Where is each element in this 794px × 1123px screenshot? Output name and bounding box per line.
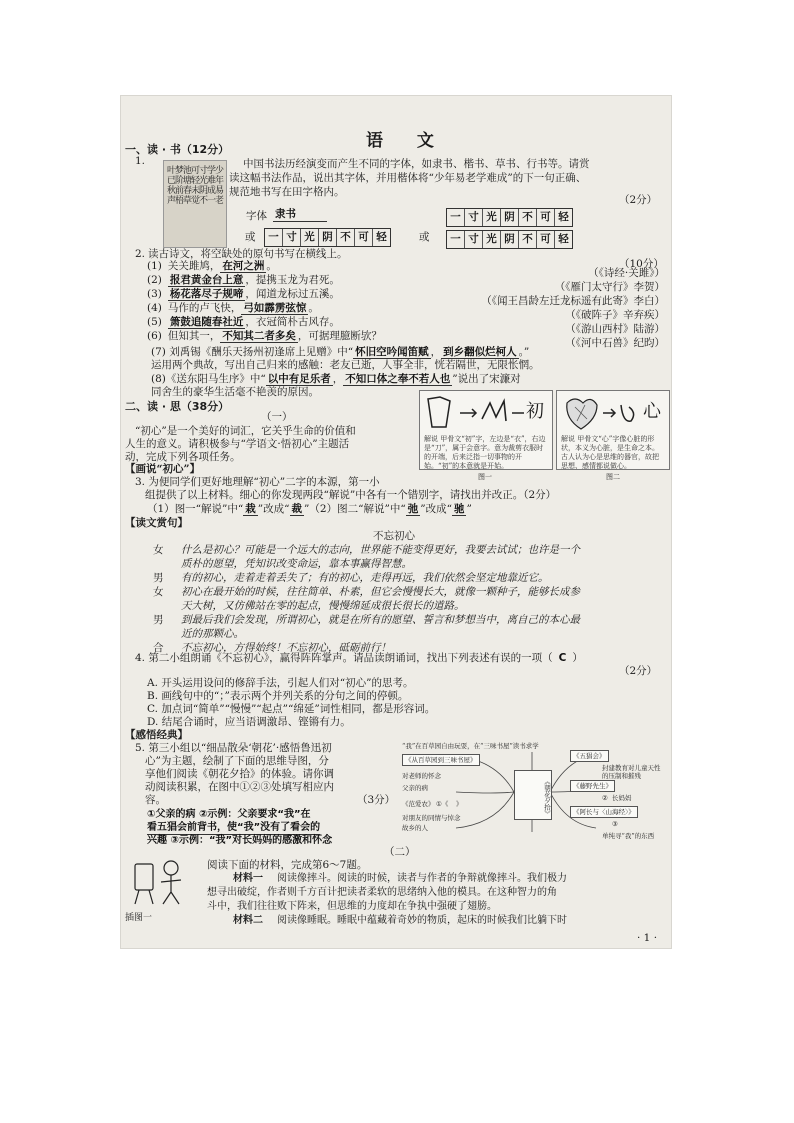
q2-item-number: (6) (147, 330, 162, 342)
q2-points: （10分） (619, 258, 664, 270)
q1-number: 1. (135, 155, 146, 167)
calligraphy-column: 池塘春草 (181, 165, 191, 205)
grid-char: 不 (337, 229, 355, 246)
dialog-line-cont: 质朴的愿望，凭知识改变命运，靠本事赢得智慧。 (181, 558, 412, 570)
dialog-speaker: 男 (153, 614, 164, 626)
fig2-note: 解说 甲骨文“心”字像心脏的形状，本义为心脏，是生命之本。古人认为心是思维的器官，故把思想、感情都说做心。 (561, 435, 659, 470)
mind-node: 单纯寻“我”的东西 (602, 832, 655, 840)
part-2-label: （二） (384, 846, 416, 858)
q2-text: 读古诗文，将空缺处的原句书写在横线上。 (148, 248, 348, 260)
material-2-label: 材料二 (233, 915, 263, 926)
fig1-caption: 图一 (478, 473, 492, 481)
q5-line: 心”为主题，绘制了下面的思维导图，分 (145, 755, 329, 767)
q2-8-prefix: (8)《送东阳马生序》中“ (151, 373, 266, 385)
fig2-char: 心 (643, 401, 661, 422)
grid-char: 寸 (465, 231, 483, 248)
dialog-speaker: 女 (153, 586, 164, 598)
q2-item-source: （《游山西村》陆游） (565, 323, 665, 335)
poem-title: 不忘初心 (373, 530, 415, 542)
grid-char: 光 (483, 209, 501, 226)
q3-wrong-2: 弛 (407, 503, 419, 515)
page-number: · 1 · (637, 932, 658, 944)
illustration-caption: 插图一 (125, 913, 153, 923)
q2-8-line2: 同舍生的豪华生活毫不艳羡的原因。 (151, 386, 319, 398)
q2-item-source: （《闻王昌龄左迁龙标遥有此寄》李白） (481, 295, 665, 307)
intro-line: 人生的意义。请积极参与“学语文·悟初心”主题活 (125, 438, 350, 450)
q1-text-line: 读这幅书法作品，说出其字体，并用楷体将“少年易老学难成”的下一句正确、 (229, 172, 587, 184)
material-1-label: 材料一 (233, 873, 263, 884)
mind-node: “我”在百草园自由玩耍，在“三味书屋”读书求学 (402, 742, 539, 750)
mind-node: 《范爱农》 (402, 800, 435, 808)
q2-8-answer-1: 以中有足乐者 (267, 373, 331, 385)
q4-option-a: A. 开头运用设问的修辞手法，引起人们对“初心”的思考。 (147, 677, 414, 689)
q2-item-suffix: ，闻道龙标过五溪。 (245, 288, 340, 300)
q2-item-prefix: 马作的卢飞快， (167, 302, 242, 314)
q2-item (147, 288, 340, 301)
q2-item-prefix: 但知其一， (167, 330, 221, 342)
figure-2 (556, 390, 670, 470)
q2-item-suffix: ，衣冠简朴古风存。 (245, 316, 340, 328)
q1-points: （2分） (619, 194, 658, 206)
writing-grid-2 (264, 228, 391, 247)
q3-text: 图一“解说”中“ (174, 503, 244, 515)
mind-node: ② (602, 794, 608, 802)
section-1-header: 一、读 · 书（12分） (125, 143, 230, 156)
q2-item-number: (1) (147, 260, 162, 272)
q2-item (147, 274, 340, 287)
calligraphy-image (163, 160, 227, 248)
figure-1 (419, 390, 553, 470)
q2-item-source: （《河中石兽》纪昀） (565, 337, 665, 349)
dialog-line: 到最后我们会发现，所谓初心，就是在所有的愿望、誓言和梦想当中，离自己的本心最 (181, 614, 580, 626)
q2-7-comma: ， (430, 346, 442, 358)
q3-right-2: 驰 (453, 503, 465, 515)
q2-item-answer: 箫鼓追随春社近 (169, 316, 244, 328)
intro-2: 阅读下面的材料，完成第6～7题。 (207, 859, 368, 871)
calligraphy-column: 少年易老 (213, 165, 223, 205)
fig1-note: 解说 甲骨文“初”字，左边是“衣”，右边是“刀”，属于会意字。意为裁剪衣服时的开端，后来泛指一切事物的开始。“初”的本意就是开始。 (424, 435, 546, 470)
grid-char: 阴 (501, 231, 519, 248)
grid-char: 寸 (465, 209, 483, 226)
q2-7-prefix: (7) 刘禹锡《酬乐天扬州初逢席上见赠》中“ (151, 346, 354, 358)
dialog-speaker: 合 (153, 642, 164, 654)
q2-item-source: （《诗经·关雎》） (588, 267, 665, 279)
q5-answer-line: 看五猖会前背书，使“我”没有了看会的 (147, 822, 321, 833)
q2-item (147, 260, 277, 273)
mind-node: 对朋友的同情与悼念 (402, 814, 461, 822)
calligraphy-column: 叶已秋声 (165, 165, 175, 205)
q4-option-c: C. 加点词“简单”“慢慢”“起点”“绵延”词性相同，都是形容词。 (147, 703, 436, 715)
q2-item-suffix: 。 (266, 260, 277, 272)
intro-line: 动，完成下列各项任务。 (125, 451, 241, 463)
dialog-line: 不忘初心，方得始终！不忘初心，砥砺前行！ (181, 642, 391, 654)
mind-node: ①《 (436, 800, 449, 808)
q2-item-number: (2) (147, 274, 162, 286)
q2-item-source: （《雁门太守行》李贺） (554, 281, 665, 293)
grid-char: 寸 (283, 229, 301, 246)
q2-item-source: （《破阵子》辛弃疾） (565, 309, 665, 321)
q2-item (147, 316, 340, 329)
q5-line: 享他们阅读《朝花夕拾》的体验。请你调 (145, 768, 334, 780)
grid-char: 阴 (319, 229, 337, 246)
font-answer: 隶书 (273, 208, 327, 222)
or-label: 或 (419, 231, 430, 243)
material-2-line: 阅读像睡眠。睡眠中蕴藏着奇妙的物质，起床的时候我们比躺下时 (277, 915, 567, 926)
or-label: 或 (245, 231, 256, 243)
mind-node: 封建教育对儿童天性的压制和摧残 (602, 764, 661, 780)
mind-node: 故乡的人 (402, 824, 428, 832)
q2-7-line2: 运用两个典故，写出自己归来的感触：老友已逝，人事全非，恍若隔世，无限怅惘。 (151, 359, 540, 371)
q2-item-suffix: ，可据理臆断欤？ (297, 330, 382, 342)
grid-char: 一 (447, 209, 465, 226)
tag-read: 【读文赏句】 (125, 517, 188, 529)
dialog-line-cont: 近的那颗心。 (181, 628, 244, 640)
dialog-line: 初心在最开始的时候，往往简单、朴素，但它会慢慢长大，就像一颗种子，能够长成参 (181, 586, 580, 598)
grid-char: 轻 (558, 233, 569, 245)
grid-char: 一 (447, 231, 465, 248)
mind-node: 《五猖会》 (570, 750, 609, 762)
mind-node: 父亲的病 (402, 784, 428, 792)
tag-draw: 【画说“初心”】 (125, 463, 201, 475)
material-1-line: 想寻出破绽，作者则千方百计把读者柔软的思绪纳入他的模具。在这种智力的角 (207, 887, 557, 898)
q5-line: 容。 (145, 794, 166, 806)
q5-answer-line: 兴趣 ③示例：“我”对长妈妈的感激和怀念 (147, 835, 333, 846)
grid-char: 可 (537, 209, 555, 226)
tag-feel: 【感悟经典】 (125, 729, 188, 741)
q3-text: ”改成“ (257, 503, 290, 515)
dialog-line: 有的初心，走着走着丢失了；有的初心，走得再远，我们依然会坚定地靠近它。 (181, 572, 549, 584)
q2-7-answer-1: 怀旧空吟闻笛赋 (355, 346, 429, 358)
q5-line: 动阅读积累，在图中①②③处填写相应内 (145, 781, 334, 793)
q2-item-number: (5) (147, 316, 162, 328)
fig1-char: 初 (526, 401, 544, 422)
q2-item-answer: 报君黄金台上意 (169, 274, 244, 286)
page-title: 语 文 (366, 131, 448, 151)
q3-right-1: 裁 (291, 503, 303, 515)
q2-8-line (151, 373, 521, 386)
writing-grid-1 (446, 208, 573, 227)
dialog-speaker: 男 (153, 572, 164, 584)
q5-answer-line: ①父亲的病 ②示例：父亲要求“我”在 (147, 809, 311, 820)
q4-text: ） (572, 652, 583, 664)
fig2-caption: 图二 (606, 473, 620, 481)
dialog-line-cont: 天大树，又仿佛站在零的起点，慢慢绵延成很长很长的道路。 (181, 600, 465, 612)
q1-text-line: 规范地书写在田字格内。 (229, 186, 345, 198)
q4-text: 4. 第二小组朗诵《不忘初心》，赢得阵阵掌声。请品读朗诵词，找出下列表述有误的一项（ (135, 652, 553, 664)
q4-points: （2分） (619, 665, 658, 677)
q3-wrong-1: 栽 (245, 503, 256, 515)
q3-prefix: （1） (147, 503, 175, 515)
q2-item-number: (3) (147, 288, 162, 300)
q2-8-comma: ， (332, 373, 344, 385)
exam-page (121, 96, 671, 948)
writing-grid-3 (446, 230, 573, 249)
q2-7-suffix: 。” (518, 346, 530, 358)
mind-center: 《朝花夕拾》 (514, 770, 552, 820)
mind-node: 》 (456, 800, 463, 808)
q2-8-suffix: ”说出了宋濂对 (452, 373, 521, 385)
material-1-line: 阅读像摔斗。阅读的时候，读者与作者的争辩就像摔斗。我们极力 (277, 873, 567, 884)
grid-char: 不 (519, 209, 537, 226)
q2-item-answer: 杨花落尽子规啼 (169, 288, 244, 300)
mind-node: 《阿长与〈山海经〉》 (570, 806, 638, 818)
mind-map (396, 740, 666, 844)
grid-char: 轻 (376, 231, 387, 243)
grid-char: 可 (355, 229, 373, 246)
q2-item-prefix: 关关雎鸠， (167, 260, 221, 272)
q5-line: 5. 第三小组以“细品散朵‘朝花’·感悟鲁迅初 (135, 742, 332, 754)
grid-char: 轻 (558, 211, 569, 223)
q3-text: ”（2）图二“解说”中“ (304, 503, 406, 515)
font-label: 字体 (246, 210, 267, 222)
q2-8-answer-2: 不知口体之奉不若人也 (345, 373, 451, 385)
q4-option-d: D. 结尾合诵时，应当语调激昂、铿锵有力。 (147, 716, 351, 728)
mind-node: 长妈妈 (612, 794, 632, 802)
grid-char: 不 (519, 231, 537, 248)
grid-char: 阴 (501, 209, 519, 226)
q4-line (135, 652, 583, 665)
q2-item-suffix: ，提携玉龙为君死。 (245, 274, 340, 286)
q4-option-b: B. 画线句中的“；”表示两个并列关系的分句之间的停顿。 (147, 690, 409, 702)
q2-item (147, 302, 319, 315)
intro-line: “初心”是一个美好的词汇，它关乎生命的价值和 (135, 425, 356, 437)
q4-answer: C (558, 652, 567, 664)
q3-line: 3. 为便同学们更好地理解“初心”二字的本源，第一小 (135, 476, 380, 488)
q2-7-line (151, 346, 529, 359)
mind-node: 《藤野先生》 (570, 780, 615, 792)
mind-node: 对老师的怀念 (402, 772, 441, 780)
part-1-label: （一） (261, 411, 293, 423)
q3-line: 组提供了以上材料。细心的你发现两段“解说”中各有一个错别字，请找出并改正。（2分） (145, 489, 557, 501)
grid-char: 一 (265, 229, 283, 246)
reader-wrestling-icon (127, 858, 197, 910)
q2-item-suffix: 。 (308, 302, 319, 314)
q2-item-answer: 在河之洲 (222, 260, 265, 272)
calligraphy-column: 梦阶前梧 (173, 165, 183, 205)
dialog-speaker: 女 (153, 544, 164, 556)
calligraphy-column: 学难成一 (205, 165, 215, 205)
q2-item-number: (4) (147, 302, 162, 314)
q2-item (147, 330, 382, 343)
q1-text-line: 中国书法历经演变而产生不同的字体，如隶书、楷书、草书、行书等。请赏 (243, 158, 590, 170)
calligraphy-column: 可轻未觉 (189, 165, 199, 205)
q2-item-answer: 弓如霹雳弦惊 (243, 302, 307, 314)
q2-item-answer: 不知其二者多矣 (222, 330, 296, 342)
grid-char: 光 (483, 231, 501, 248)
q2-number: 2. (135, 248, 146, 260)
q3-answer-line: （1）图一“解说”中“ 栽 ”改成“ 裁 ”（2）图二“解说”中“ 弛 ”改成“ 驰 ” (147, 503, 472, 515)
q2-7-answer-2: 到乡翻似烂柯人 (443, 346, 517, 358)
grid-char: 光 (301, 229, 319, 246)
section-2-header: 二、读 · 思（38分） (125, 400, 230, 413)
q3-text: ”改成“ (420, 503, 452, 515)
dialog-line: 什么是初心？可能是一个远大的志向，世界能不能变得更好，我要去试试；也许是一个 (181, 544, 580, 556)
mind-node: 《从百草园到三味书屋》 (402, 754, 480, 766)
calligraphy-column: 寸光阴不 (197, 165, 207, 205)
mind-node: ③ (612, 820, 618, 828)
q5-points: （3分） (357, 794, 396, 806)
grid-char: 可 (537, 231, 555, 248)
material-1-line: 斗中，我们往往败下阵来，但思维的力度却在争执中强硬了翅膀。 (207, 901, 497, 912)
